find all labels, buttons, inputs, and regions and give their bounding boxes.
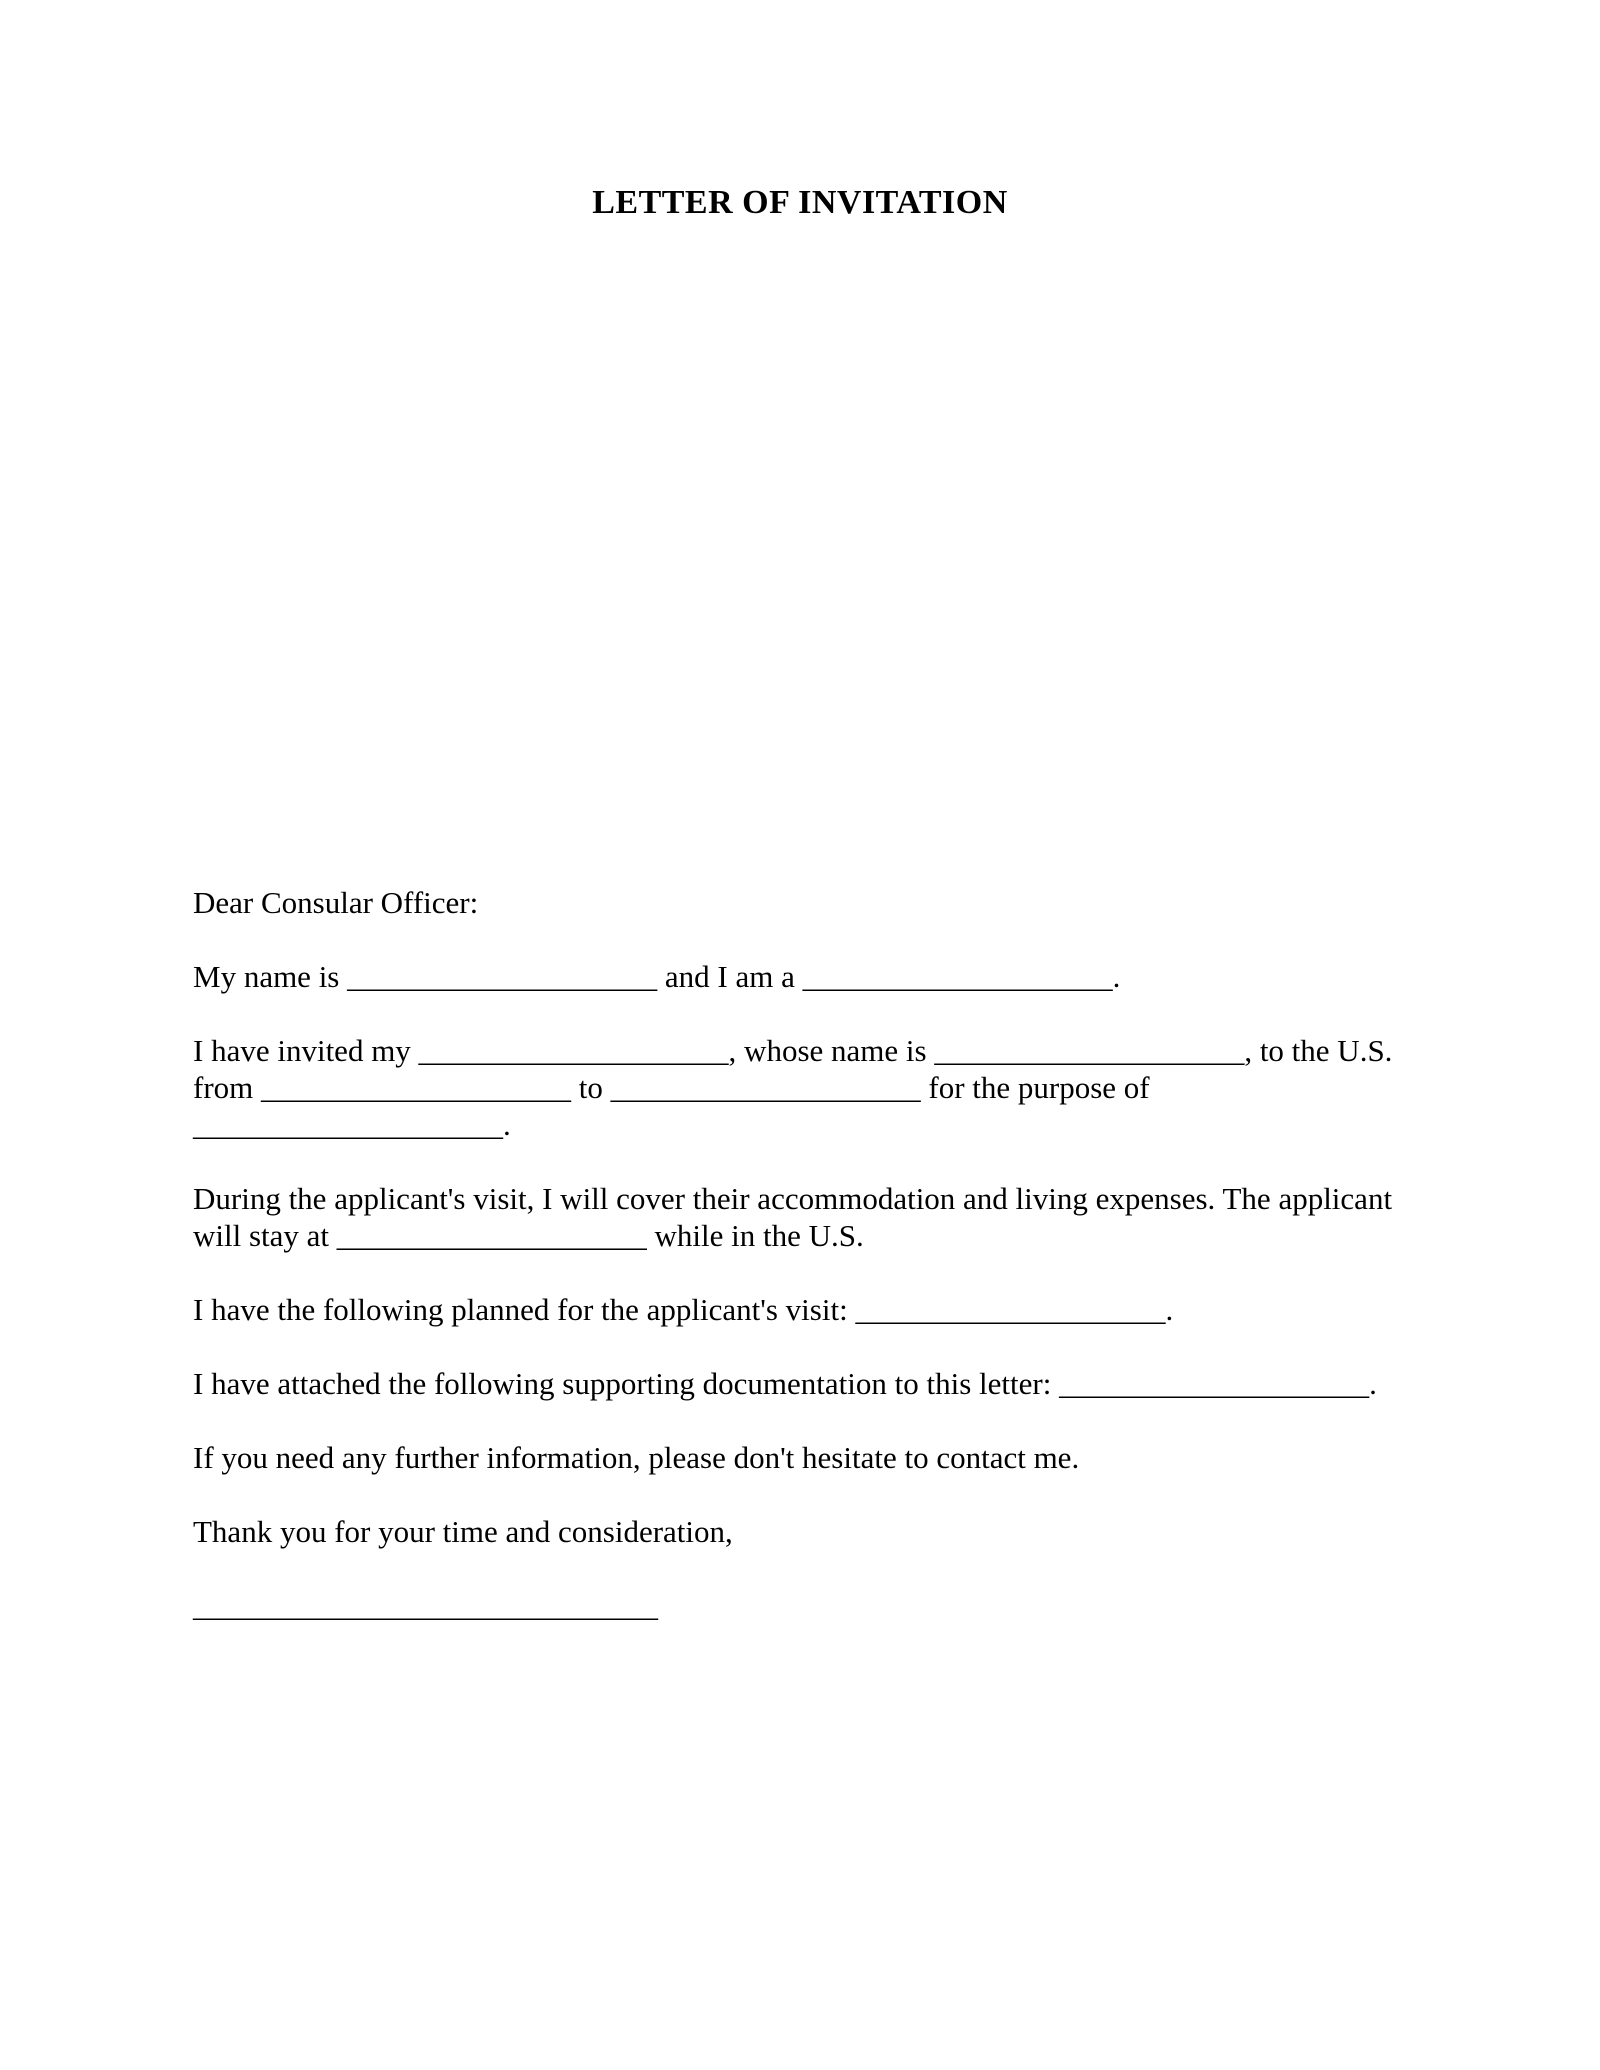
letter-line: from ____________________ to ____________________ for the purpose of [193, 1070, 1150, 1105]
letter-line: Thank you for your time and consideration, [193, 1514, 733, 1549]
paragraph-introduction [193, 958, 1423, 995]
paragraph-closing [193, 1513, 1423, 1550]
document-title: LETTER OF INVITATION [592, 184, 1008, 221]
letter-line: My name is ____________________ and I am a ____________________. [193, 959, 1121, 994]
letter-line: I have attached the following supporting documentation to this letter: ____________________. [193, 1366, 1377, 1401]
paragraph-contact [193, 1439, 1423, 1476]
salutation [193, 884, 1423, 921]
paragraph-accommodation [193, 1180, 1423, 1254]
signature-line [193, 1587, 1423, 1624]
paragraph-invitation-details [193, 1032, 1423, 1143]
signature-blank: ______________________________ [193, 1588, 658, 1623]
letter-line: ____________________. [193, 1107, 511, 1142]
letter-line: will stay at ____________________ while in the U.S. [193, 1218, 864, 1253]
letter-body [193, 884, 1423, 1661]
letter-line: If you need any further information, please don't hesitate to contact me. [193, 1440, 1080, 1475]
paragraph-supporting-documentation [193, 1365, 1423, 1402]
salutation-text: Dear Consular Officer: [193, 885, 479, 920]
letter-line: During the applicant's visit, I will cover their accommodation and living expenses. The applicant [193, 1181, 1393, 1216]
paragraph-planned-activities [193, 1291, 1423, 1328]
letter-line: I have invited my ____________________, whose name is ____________________, to the U.S. [193, 1033, 1393, 1068]
letter-line: I have the following planned for the applicant's visit: ____________________. [193, 1292, 1174, 1327]
